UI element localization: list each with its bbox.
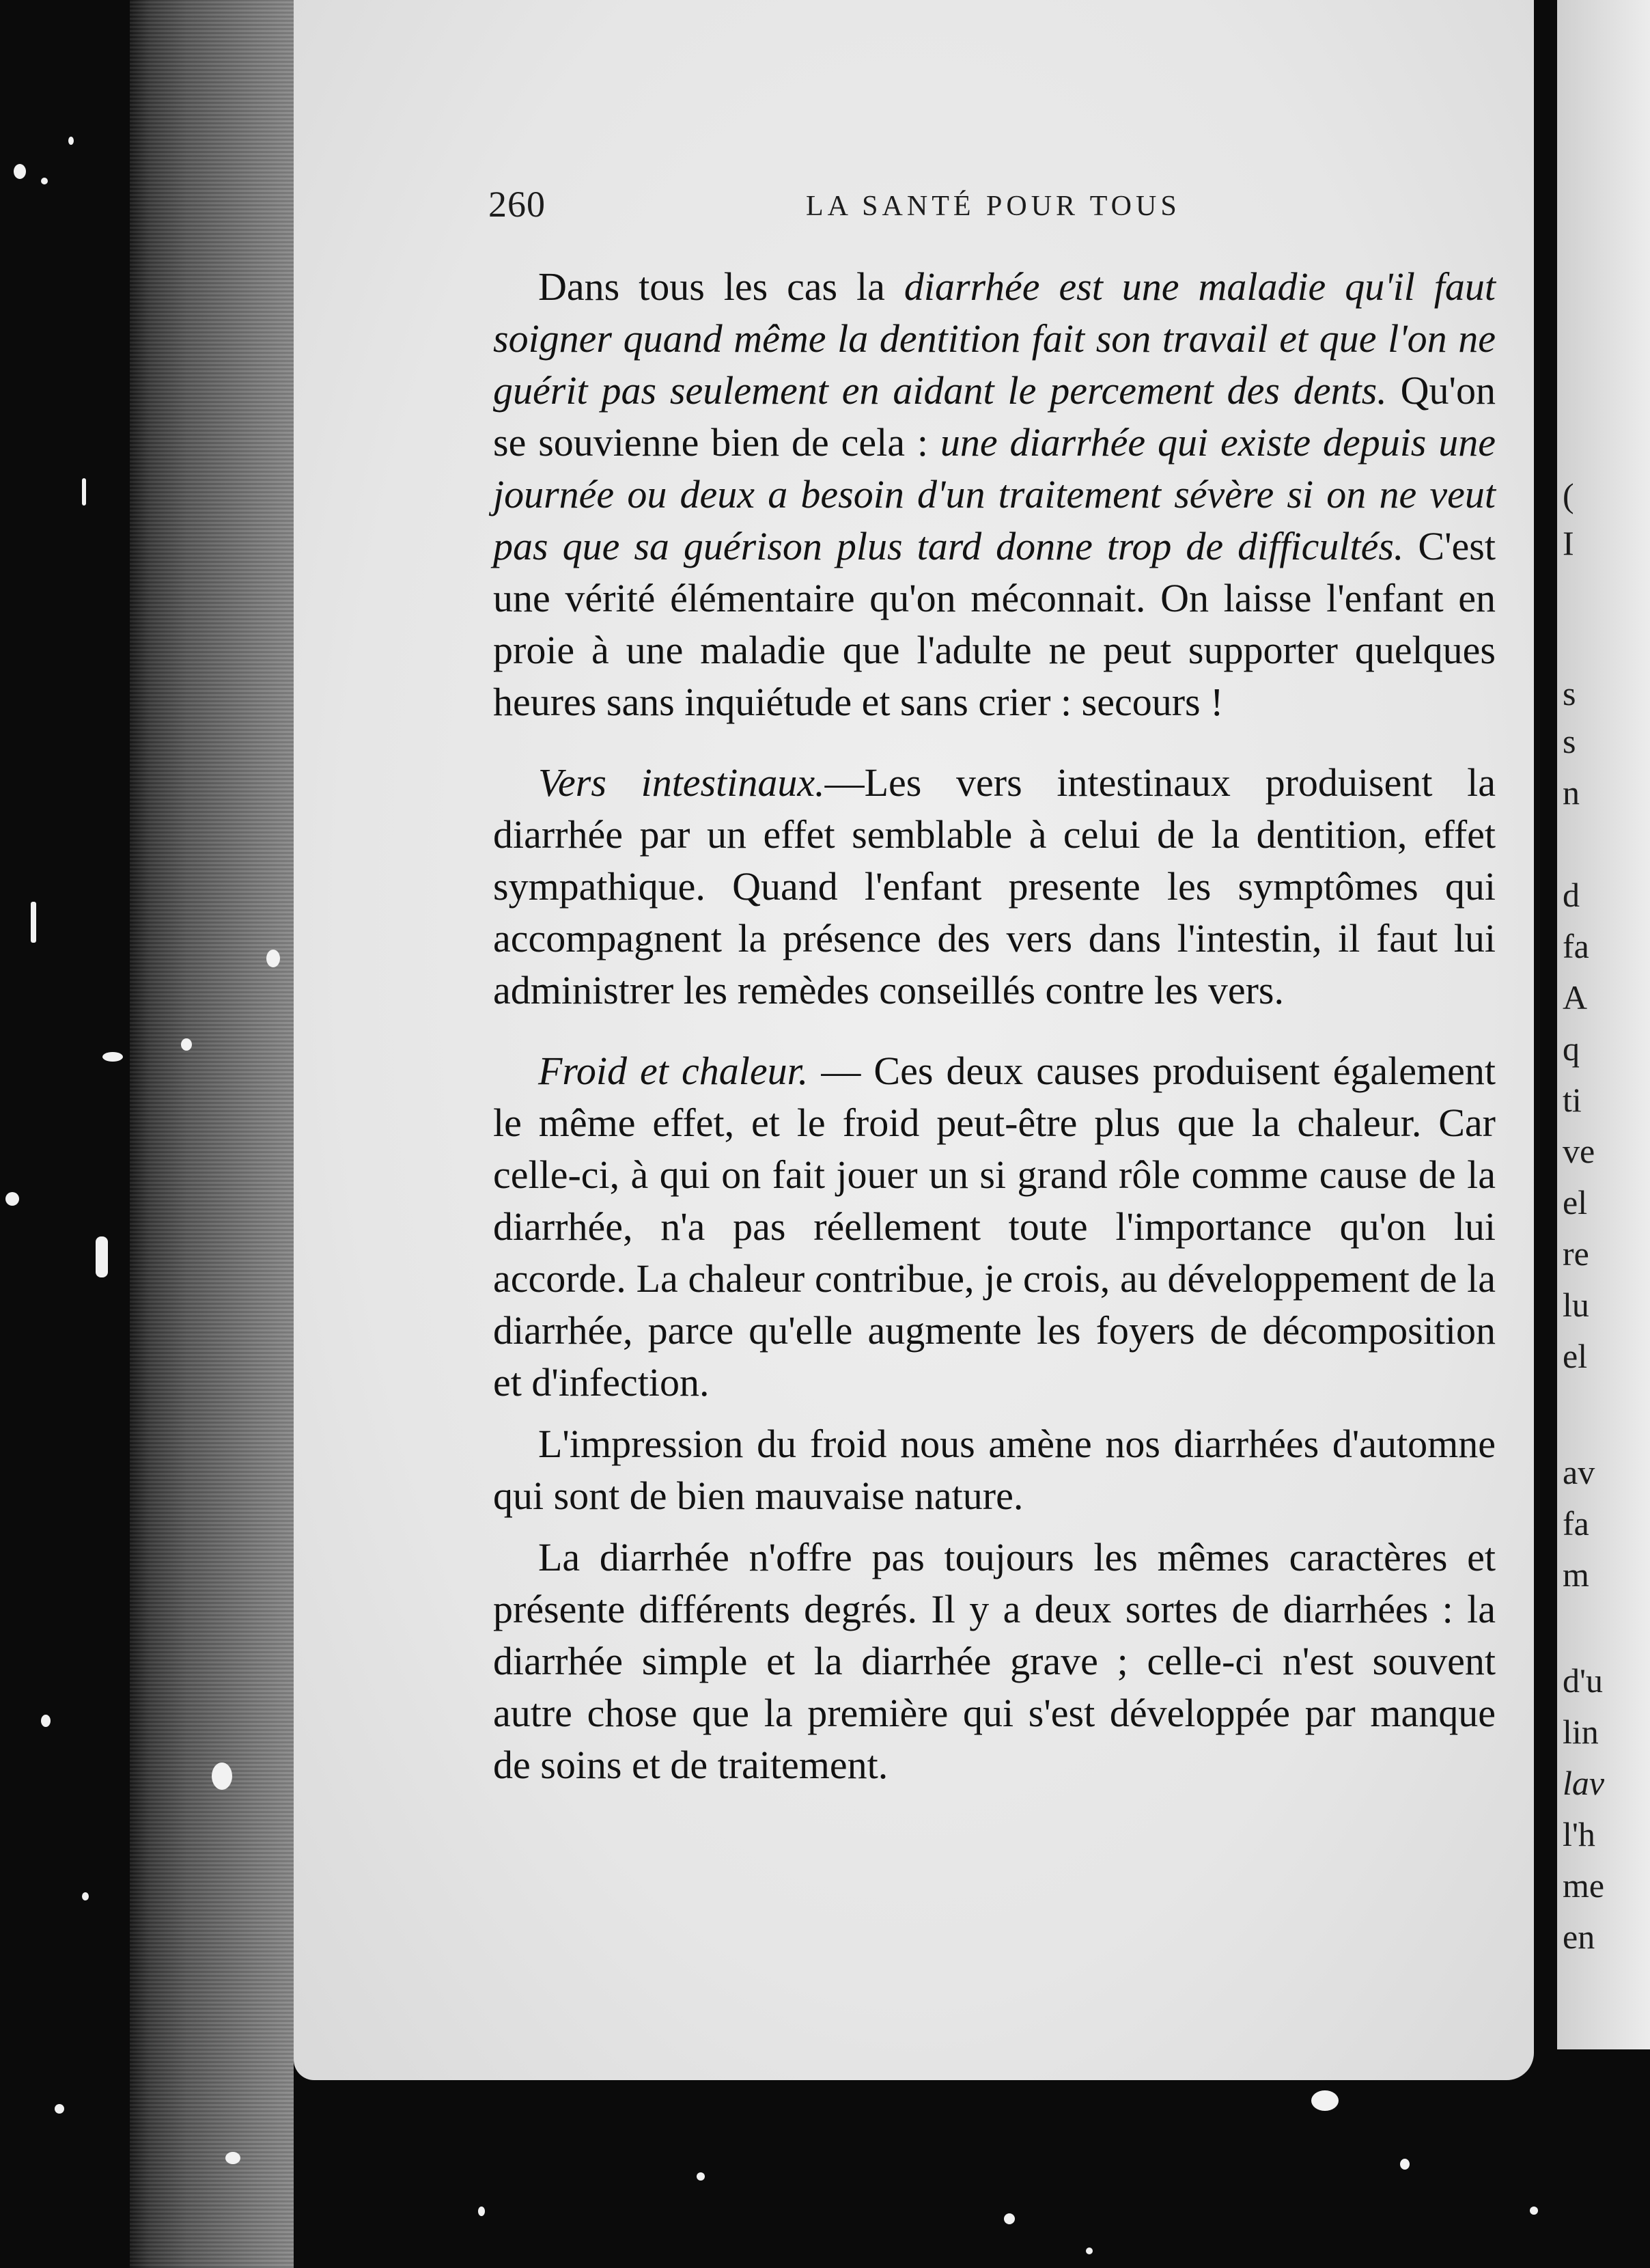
italic-run: diarrhée est une maladie qu'il faut soigner quand même la dentition fait son travail et que l'on ne guérit pas seulement en aidant le percement des dents.	[493, 264, 1496, 413]
text-run: —Les vers intestinaux produisent la diarrhée par un effet semblable à celui de la dentition, effet sympathique. Quand l'enfant presente les symptômes qui accompagnent la présence des vers dans l'intestin, il faut lui administrer les remèdes conseillés contre les vers.	[493, 760, 1496, 1012]
dust-speck	[82, 1892, 89, 1900]
dust-speck	[102, 1052, 123, 1062]
text-run: Dans tous les cas la	[538, 264, 904, 309]
dust-speck	[1004, 2213, 1015, 2224]
facing-page-fragment: n	[1563, 773, 1580, 812]
facing-page-fragment: el	[1563, 1183, 1588, 1221]
paragraph-cold-heat	[493, 1045, 1496, 1409]
dust-speck	[478, 2207, 485, 2216]
dust-speck	[1400, 2159, 1410, 2170]
section-heading: Froid et chaleur.	[538, 1049, 809, 1093]
facing-page-fragment: re	[1563, 1234, 1589, 1273]
paragraph-intestinal-worms	[493, 757, 1496, 1017]
book-fore-edge	[130, 0, 294, 2268]
dust-speck	[82, 478, 86, 506]
text-run: — Ces deux causes produisent également le même effet, et le froid peut-être plus que la chaleur. Car celle-ci, à qui on fait jouer un si grand rôle comme cause de la diarrhée, n'a pas réellement toute l'importance qu'on lui accorde. La chaleur contribue, je crois, au développement de la diarrhée, parce qu'elle augmente les foyers de décomposition et d'infection.	[493, 1049, 1496, 1405]
facing-page-fragment: d'u	[1563, 1661, 1604, 1700]
facing-page-fragment: av	[1563, 1453, 1595, 1491]
dust-speck	[31, 902, 36, 943]
dust-speck	[1311, 2090, 1339, 2111]
dust-speck	[212, 1762, 232, 1790]
paragraph-autumn: L'impression du froid nous amène nos diarrhées d'automne qui sont de bien mauvaise nature.	[493, 1422, 1496, 1518]
facing-page-fragment: en	[1563, 1918, 1595, 1956]
dust-speck	[225, 2152, 240, 2164]
facing-page-edge	[1557, 0, 1650, 2049]
facing-page-fragment: A	[1563, 978, 1588, 1017]
facing-page-fragment: s	[1563, 722, 1576, 760]
text-run: C'est une vérité élémentaire qu'on méconnait. On laisse l'enfant en proie à une maladie que l'adulte ne peut supporter quelques heures sans inquiétude et sans crier : secours !	[493, 524, 1496, 724]
dust-speck	[41, 178, 48, 184]
italic-run: une diarrhée qui existe depuis une journée ou deux a besoin d'un traitement sévère si on ne veut pas que sa guérison plus tard donne trop de difficultés.	[493, 420, 1496, 568]
section-heading: Vers intestinaux.	[538, 760, 825, 805]
page-number: 260	[488, 184, 546, 225]
paragraph-diarrhea-dentition	[493, 261, 1496, 728]
page-body	[493, 261, 1496, 1791]
dust-speck	[55, 2104, 64, 2114]
facing-page-fragment: (	[1563, 476, 1574, 514]
text-run: Qu'on se souvienne bien de cela :	[493, 368, 1496, 465]
facing-page-fragment: s	[1563, 674, 1576, 713]
dust-speck	[68, 137, 74, 145]
running-title: LA SANTÉ POUR TOUS	[806, 191, 1181, 222]
facing-page-fragment: q	[1563, 1029, 1580, 1068]
dust-speck	[1086, 2248, 1093, 2254]
dust-speck	[697, 2172, 705, 2181]
facing-page-fragment: lu	[1563, 1286, 1589, 1324]
facing-page-fragment: ve	[1563, 1132, 1595, 1170]
dust-speck	[41, 1715, 51, 1727]
facing-page-fragment: lin	[1563, 1713, 1599, 1751]
dust-speck	[1530, 2207, 1538, 2215]
facing-page-fragment: m	[1563, 1555, 1589, 1594]
facing-page-fragment: I	[1563, 524, 1574, 562]
facing-page-fragment: me	[1563, 1866, 1605, 1905]
dust-speck	[96, 1236, 108, 1277]
facing-page-fragment: ti	[1563, 1081, 1582, 1119]
facing-page-fragment: d	[1563, 876, 1580, 914]
dust-speck	[181, 1038, 192, 1051]
dust-speck	[5, 1192, 19, 1206]
facing-page-fragment: l'h	[1563, 1815, 1595, 1853]
facing-page-fragment: el	[1563, 1337, 1588, 1375]
facing-page-fragment: lav	[1563, 1764, 1605, 1802]
dust-speck	[14, 164, 26, 179]
paragraph-degrees: La diarrhée n'offre pas toujours les mêmes caractères et présente différents degrés. Il y a deux sortes de diarrhées : la diarrhée simple et la diarrhée grave ; celle-ci n'est souvent autre chose que la première qui s'est développée par manque de soins et de traitement.	[493, 1535, 1496, 1787]
facing-page-fragment: fa	[1563, 927, 1589, 965]
facing-page-fragment: fa	[1563, 1504, 1589, 1543]
dust-speck	[266, 950, 280, 967]
